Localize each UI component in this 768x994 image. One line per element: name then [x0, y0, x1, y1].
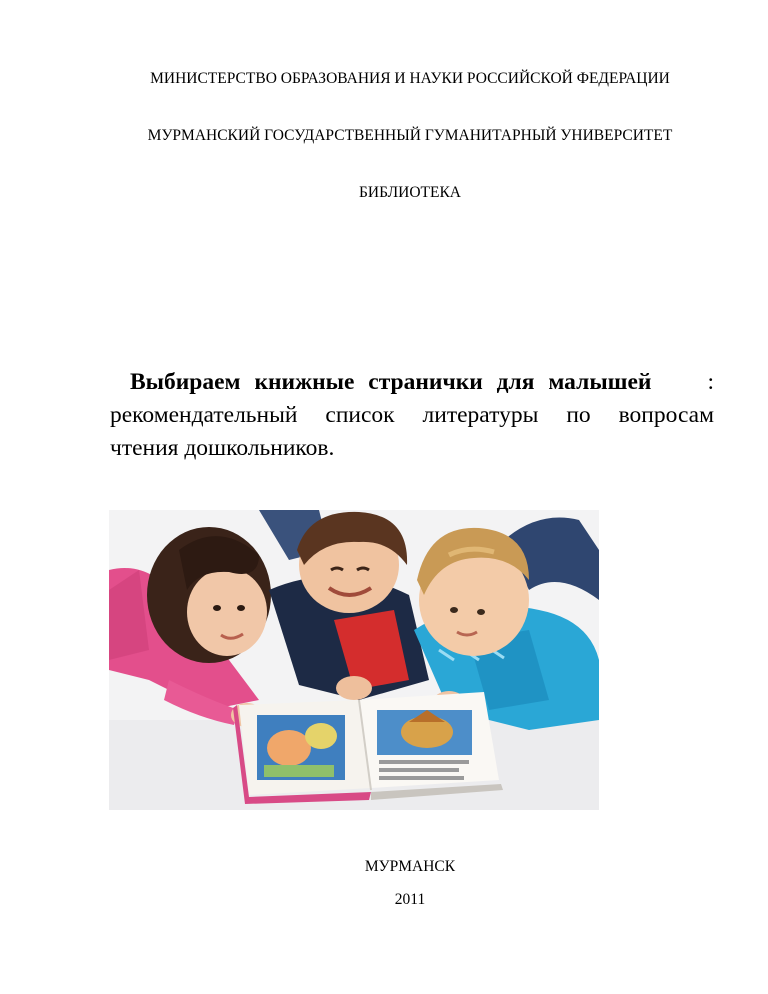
subtitle-word: список — [325, 402, 395, 428]
subtitle-word: по — [566, 402, 591, 428]
title-line-1 — [110, 366, 714, 399]
title-separator: : — [707, 369, 714, 395]
library-heading: БИБЛИОТЕКА — [359, 184, 461, 201]
publication-year: 2011 — [394, 891, 426, 908]
subtitle-word: рекомендательный — [110, 402, 298, 428]
document-title — [110, 366, 714, 465]
ministry-heading: МИНИСТЕРСТВО ОБРАЗОВАНИЯ И НАУКИ РОССИЙСКОЙ ФЕДЕРАЦИИ — [150, 70, 670, 87]
title-main: Выбираем книжные странички для малышей — [130, 369, 652, 395]
subtitle-word: вопросам — [618, 402, 714, 428]
subtitle-word: литературы — [422, 402, 539, 428]
title-line-2 — [110, 399, 714, 432]
university-heading: МУРМАНСКИЙ ГОСУДАРСТВЕННЫЙ ГУМАНИТАРНЫЙ УНИВЕРСИТЕТ — [147, 127, 673, 144]
children-reading-photo — [109, 510, 599, 810]
publication-city: МУРМАНСК — [364, 858, 456, 875]
title-line-3: чтения дошкольников. — [110, 435, 335, 461]
